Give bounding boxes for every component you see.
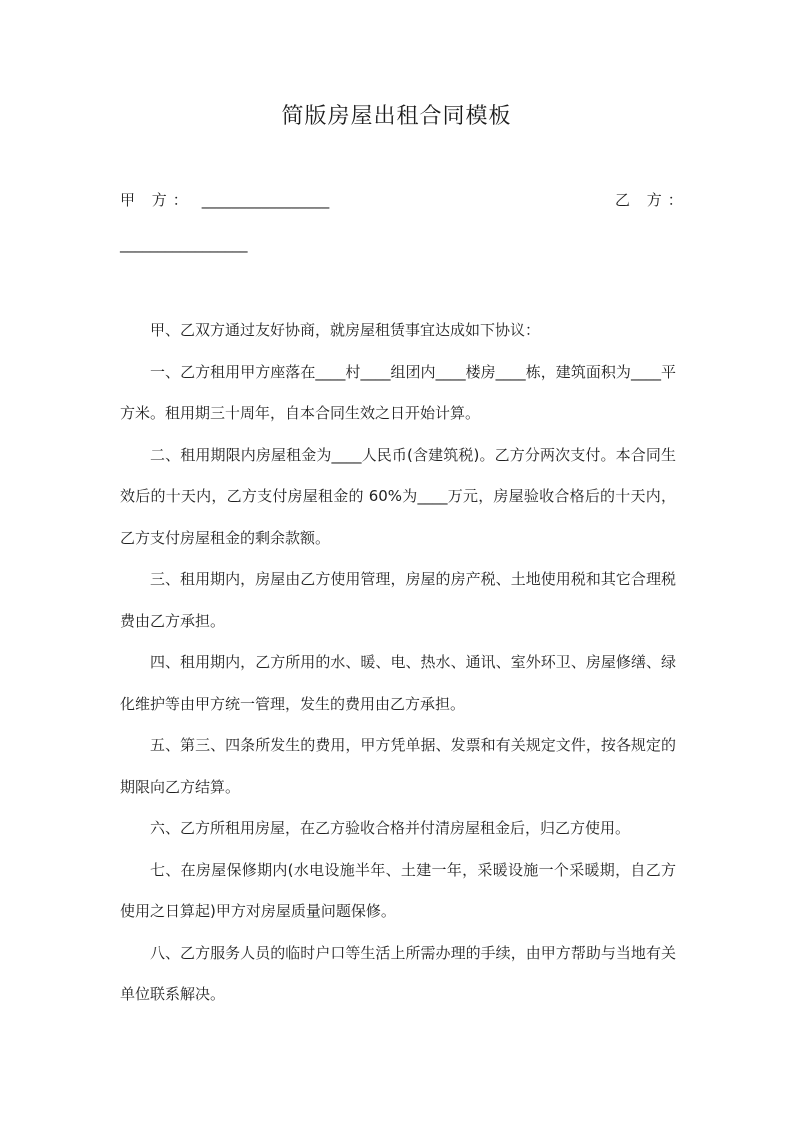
clause-3: 三、租用期内，房屋由乙方使用管理，房屋的房产税、土地使用税和其它合理税费由乙方承担。: [120, 570, 676, 630]
document-title: 简版房屋出租合同模板: [281, 104, 512, 129]
clause-1: 一、乙方租用甲方座落在____村____组团内____楼房____栋，建筑面积为____平方米。租用期三十周年，自本合同生效之日开始计算。: [120, 362, 676, 422]
intro-paragraph: 甲、乙双方通过友好协商，就房屋租赁事宜达成如下协议：: [150, 321, 541, 339]
clause-6: 六、乙方所租用房屋，在乙方验收合格并付清房屋租金后，归乙方使用。: [150, 819, 631, 837]
clause-4: 四、租用期内，乙方所用的水、暖、电、热水、通讯、室外环卫、房屋修缮、绿化维护等由甲方统一管理，发生的费用由乙方承担。: [120, 653, 676, 713]
contract-body: [120, 310, 676, 1016]
clause-5: 五、第三、四条所发生的费用，甲方凭单据、发票和有关规定文件，按各规定的期限向乙方结算。: [120, 736, 676, 796]
clause-2: 二、租用期限内房屋租金为____人民币(含建筑税)。乙方分两次支付。本合同生效后的十天内，乙方支付房屋租金的 60%为____万元，房屋验收合格后的十天内，乙方支付房屋租金的剩余款额。: [120, 445, 676, 547]
party-b-label: 乙 方：: [615, 191, 689, 209]
clause-7: 七、在房屋保修期内(水电设施半年、土建一年，采暖设施一个采暖期，自乙方使用之日算起)甲方对房屋质量问题保修。: [120, 860, 676, 920]
clause-8: 八、乙方服务人员的临时户口等生活上所需办理的手续，由甲方帮助与当地有关单位联系解决。: [120, 943, 676, 1003]
party-a-label: 甲 方：: [120, 191, 194, 209]
party-b-blank: _________________: [120, 235, 248, 253]
party-a-line: [120, 189, 680, 211]
party-a-blank: _________________: [201, 191, 330, 209]
